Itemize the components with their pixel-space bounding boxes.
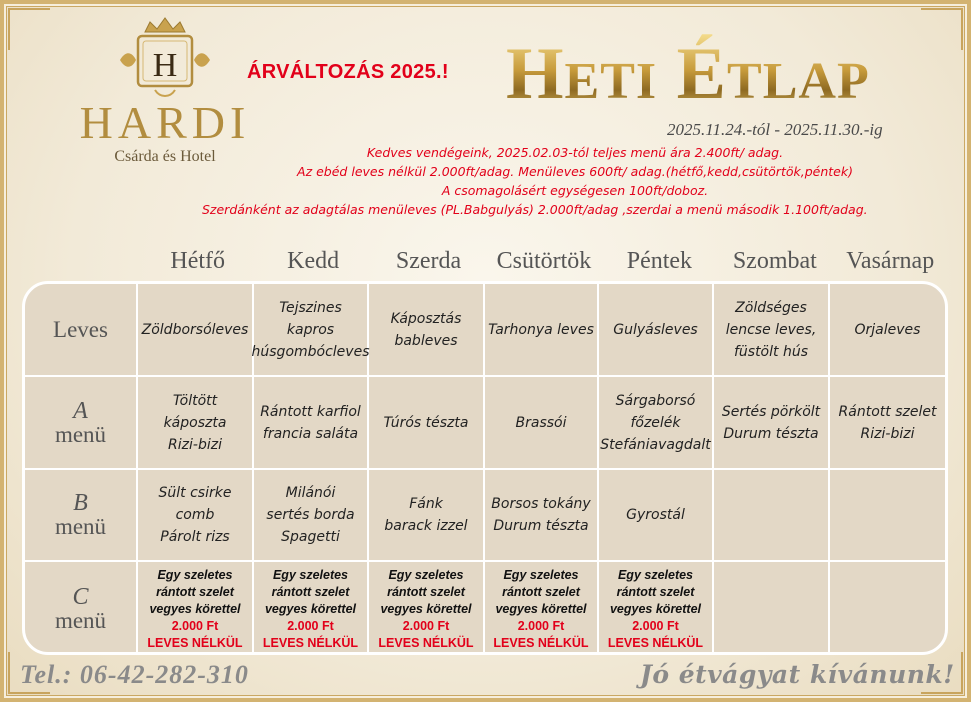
- menu-cell: Káposztás bableves: [369, 284, 485, 377]
- menu-cell: Töltött káposzta Rizi-bizi: [138, 377, 254, 470]
- c-menu-note: LEVES NÉLKÜL: [147, 635, 243, 650]
- menu-cell: Borsos tokány Durum tészta: [485, 470, 599, 562]
- day-headers: [140, 246, 948, 276]
- menu-cell: Fánk barack izzel: [369, 470, 485, 562]
- phone-number: Tel.: 06-42-282-310: [20, 660, 249, 689]
- logo-name: HARDI: [79, 97, 251, 148]
- c-menu-cell: [254, 562, 369, 655]
- menu-cell: Gyrostál: [599, 470, 714, 562]
- c-menu-cell: [138, 562, 254, 655]
- note-line: Szerdánként az adagtálas menüleves (PL.Babgulyás) 2.000ft/adag ,szerdai a menü második 1.100ft/adag.: [202, 202, 868, 217]
- day-header: Csütörtök: [496, 248, 592, 274]
- menu-cell: Zöldborsóleves: [138, 284, 254, 377]
- day-header: Szombat: [732, 248, 817, 274]
- c-menu-dish: Egy szeletes rántott szelet vegyes körettel: [609, 567, 702, 616]
- c-menu-price: 2.000 Ft: [402, 618, 450, 633]
- day-header: Kedd: [287, 248, 340, 274]
- date-range: 2025.11.24.-tól - 2025.11.30.-ig: [667, 120, 883, 139]
- c-menu-note: LEVES NÉLKÜL: [262, 635, 359, 650]
- row-label-leves: Leves: [25, 284, 138, 377]
- price-change-notice: ÁRVÁLTOZÁS 2025.!: [247, 61, 449, 83]
- c-menu-note: LEVES NÉLKÜL: [378, 635, 474, 650]
- c-menu-note: LEVES NÉLKÜL: [493, 635, 589, 650]
- c-menu-dish: Egy szeletes rántott szelet vegyes körettel: [264, 567, 357, 616]
- c-menu-cell: [599, 562, 714, 655]
- slogan: Jó étvágyat kívánunk!: [640, 660, 955, 689]
- page-title: Heti Étlap: [506, 33, 870, 115]
- logo-subtitle: Csárda és Hotel: [114, 148, 216, 165]
- svg-text:H: H: [152, 47, 178, 84]
- note-line: Az ebéd leves nélkül 2.000ft/adag. Menüleves 600ft/ adag.(hétfő,kedd,csütörtök,péntek): [297, 164, 853, 179]
- menu-cell: [714, 470, 830, 562]
- menu-table: [22, 281, 948, 655]
- menu-cell: Gulyásleves: [599, 284, 714, 377]
- menu-cell: Sült csirke comb Párolt rizs: [138, 470, 254, 562]
- hardi-logo: [60, 14, 270, 164]
- menu-cell: Túrós tészta: [369, 377, 485, 470]
- c-menu-price: 2.000 Ft: [632, 618, 679, 633]
- row-label-a-menu: A menü: [25, 377, 138, 470]
- menu-cell-empty: [830, 562, 945, 655]
- menu-cell-empty: [714, 562, 830, 655]
- menu-cell: Tarhonya leves: [485, 284, 599, 377]
- c-menu-price: 2.000 Ft: [171, 618, 219, 633]
- c-menu-dish: Egy szeletes rántott szelet vegyes körettel: [495, 567, 587, 616]
- c-menu-price: 2.000 Ft: [287, 618, 334, 633]
- price-notes: [190, 143, 960, 219]
- menu-cell: Sertés pörkölt Durum tészta: [714, 377, 830, 470]
- c-menu-dish: Egy szeletes rántott szelet vegyes körettel: [149, 567, 241, 616]
- c-menu-cell: [485, 562, 599, 655]
- frame-corner-ornament: [921, 8, 963, 50]
- c-menu-price: 2.000 Ft: [517, 618, 565, 633]
- crest-icon: [60, 14, 270, 104]
- frame-corner-ornament: [8, 8, 50, 50]
- note-line: Kedves vendégeink, 2025.02.03-tól teljes menü ára 2.400ft/ adag.: [366, 145, 784, 160]
- row-label-b-menu: B menü: [25, 470, 138, 562]
- day-header: Hétfő: [170, 248, 226, 274]
- menu-cell: [830, 470, 945, 562]
- c-menu-dish: Egy szeletes rántott szelet vegyes körettel: [380, 567, 472, 616]
- c-menu-note: LEVES NÉLKÜL: [607, 635, 704, 650]
- menu-cell: Brassói: [485, 377, 599, 470]
- menu-cell: Rántott karfiol francia saláta: [254, 377, 369, 470]
- menu-cell: Zöldséges lencse leves, füstölt hús: [714, 284, 830, 377]
- menu-cell: Rántott szelet Rizi-bizi: [830, 377, 945, 470]
- day-header: Szerda: [395, 248, 462, 274]
- menu-cell: Milánói sertés borda Spagetti: [254, 470, 369, 562]
- day-header: Vasárnap: [846, 248, 935, 274]
- note-line: A csomagolásért egységesen 100ft/doboz.: [441, 183, 709, 198]
- row-label-c-menu: C menü: [25, 562, 138, 655]
- menu-cell: Orjaleves: [830, 284, 945, 377]
- menu-cell: Tejszines kapros húsgombócleves: [254, 284, 369, 377]
- c-menu-cell: [369, 562, 485, 655]
- menu-cell: Sárgaborsó főzelék Stefániavagdalt: [599, 377, 714, 470]
- day-header: Péntek: [626, 248, 693, 274]
